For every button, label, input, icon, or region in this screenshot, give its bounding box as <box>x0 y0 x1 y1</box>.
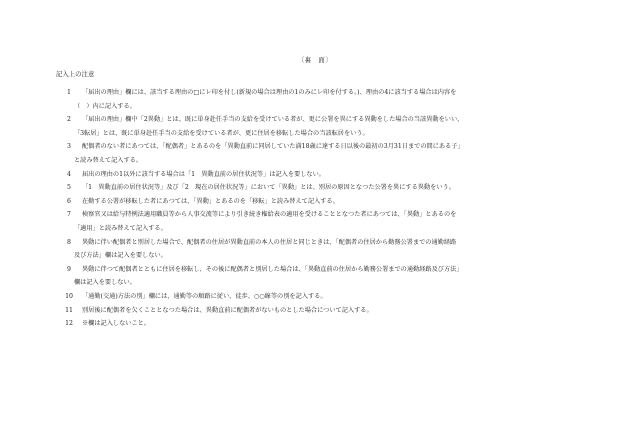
note-number: 9 <box>67 265 71 273</box>
note-line: と読み替えて記入する。 <box>74 156 143 164</box>
note-item <box>56 181 586 195</box>
note-number: 4 <box>67 170 71 178</box>
note-number: 5 <box>67 184 71 192</box>
note-text <box>74 86 586 113</box>
note-text <box>82 304 586 318</box>
note-text <box>82 290 586 304</box>
note-line: 「届出の理由」欄には、該当する理由の□にレ印を付し(新規の場合は理由の1のみにレ印を付する。)、理由の4に該当する場合は内容を <box>82 89 457 96</box>
note-line: （ ）内に記入する。 <box>74 102 136 110</box>
note-number: 8 <box>67 238 71 246</box>
note-line: 及び方法」欄は記入を要しない。 <box>74 252 167 260</box>
note-number: 12 <box>65 320 73 328</box>
note-number: 11 <box>65 306 73 314</box>
note-text <box>74 140 586 167</box>
note-line: 配偶者のない者にあつては、「配偶者」とあるのを「異動直前に同居していた満18歳に達する日以後の最初の3月31日までの間にある子」 <box>82 143 464 151</box>
note-item <box>56 263 586 290</box>
note-text <box>82 195 586 209</box>
note-item <box>56 113 586 140</box>
note-item <box>56 140 586 167</box>
note-item <box>56 86 586 113</box>
note-line: 在勤する公署が移転した者にあつては、「異動」とあるのを「移転」と読み替えて記入する。 <box>82 197 339 205</box>
note-text <box>74 236 586 263</box>
notes-list <box>56 86 586 331</box>
note-number: 6 <box>67 197 71 205</box>
note-text <box>74 113 586 140</box>
note-line: 「3転居」とは、既に単身赴任手当の支給を受けている者が、更に住居を移転した場合の当該転居をいう。 <box>74 129 369 137</box>
note-item <box>56 290 586 304</box>
note-number: 1 <box>67 89 71 96</box>
note-text <box>82 181 586 195</box>
note-number: 10 <box>65 292 73 300</box>
notes-title: 記入上の注意 <box>56 70 95 78</box>
note-line: 「1 異動直前の居住状況等」及び「2 現在の居住状況等」において「異動」とは、別居の原因となつた公署を異にする異動をいう。 <box>82 184 455 192</box>
note-item <box>56 208 586 235</box>
note-line: 「適用」と読み替えて記入する。 <box>74 224 167 232</box>
note-line: 「通勤(交通)方法の別」欄には、通勤等の順路に従い、徒歩、○○線等の別を記入する。 <box>82 292 327 300</box>
note-item <box>56 168 586 182</box>
note-item <box>56 304 586 318</box>
note-number: 3 <box>67 143 71 151</box>
note-line: 異動に伴い配偶者と別居した場合で、配偶者の住居が異動直前の本人の住居と同じときは、「配偶者の住居から勤務公署までの通勤経路 <box>82 238 457 246</box>
note-text <box>74 263 586 290</box>
note-item <box>56 236 586 263</box>
note-number: 7 <box>67 211 71 219</box>
note-line: 届出の理由の1以外に該当する場合は「1 異動直前の居住状況等」は記入を要しない。 <box>82 170 325 178</box>
note-text <box>82 168 586 182</box>
note-line: ※欄は記入しないこと。 <box>82 320 151 328</box>
note-number: 2 <box>67 116 71 124</box>
page-side-heading: 〔裏 面〕 <box>297 56 333 64</box>
note-line: 欄は記入を要しない。 <box>74 279 136 287</box>
note-line: 異動に伴つて配偶者とともに住居を移転し、その後に配偶者と別居した場合は、「異動直前の住居から勤務公署までの通勤経路及び方法」 <box>82 265 463 273</box>
note-text <box>82 317 586 331</box>
note-text <box>74 208 586 235</box>
note-line: 「届出の理由」欄中「2異動」とは、既に単身赴任手当の支給を受けている者が、更に公署を異にする異動をした場合の当該異動をいい、 <box>82 116 464 124</box>
note-line: 別居後に配偶者を欠くこととなつた場合は、異動直前に配偶者がないものとした場合について記入する。 <box>82 306 373 314</box>
note-item <box>56 195 586 209</box>
note-line: 検察官又は給与特例法適用職員等から人事交流等により引き続き権給表の適用を受けることとなつた者にあつては、「異動」とあるのを <box>82 211 457 219</box>
note-item <box>56 317 586 331</box>
